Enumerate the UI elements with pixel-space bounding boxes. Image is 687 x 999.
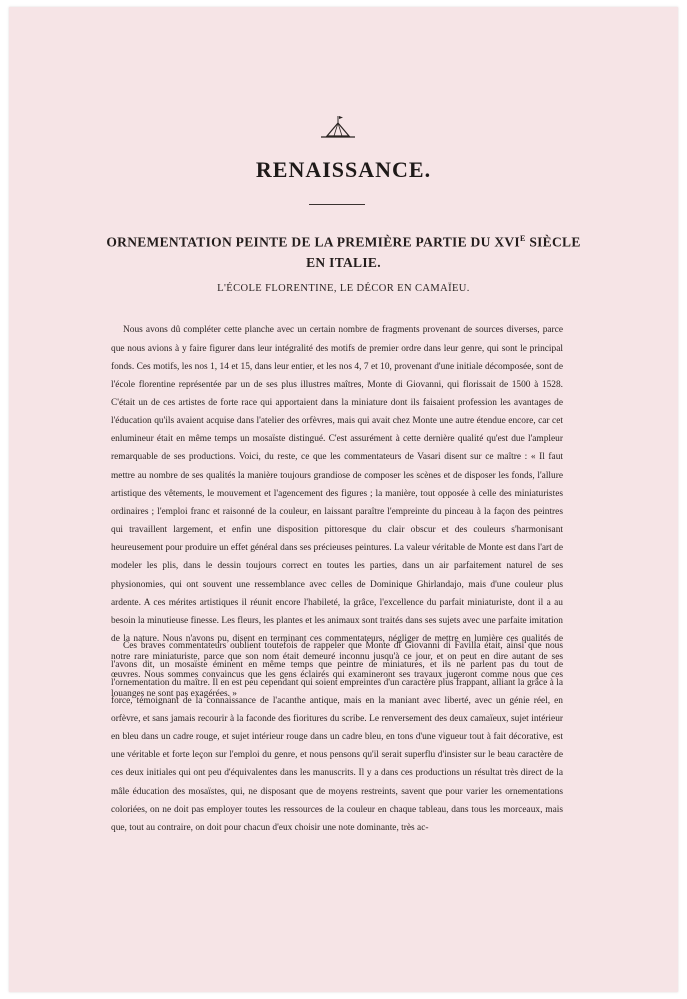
subtitle-text-a: ORNEMENTATION PEINTE DE LA PREMIÈRE PARTIE DU XVI — [106, 234, 520, 250]
body-paragraph-1: Nous avons dû compléter cette planche avec un certain nombre de fragments provenant de sources diverses, parce que nous avions à y faire figurer dans leur intégralité des motifs de premier ordre dans leur genre, qui sont le principal fonds. Ces motifs, les nos 1, 14 et 15, dans leur entier, et les nos 4, 7 et 10, provenant d'une initiale décomposée, sont de l'école florentine représentée par un de ses plus illustres maîtres, Monte di Giovanni, qui florissait de 1500 à 1528. C'était un de ces artistes de forte race qui apportaient dans la miniature dont ils faisaient profession les avantages de l'éducation qu'ils avaient acquise dans l'atelier des orfèvres, mais qui avait chez Monte une autre étendue encore, car cet enlumineur était en même temps un mosaïste distingué. C'est assurément à cette dernière qualité qu'est due l'ampleur remarquable de ses productions. Voici, du reste, ce que les commentateurs de Vasari disent sur ce maître : « Il faut mettre au nombre de ses qualités la manière toujours grandiose de composer les scènes et de disposer les fonds, l'allure artistique des vêtements, le mouvement et l'agencement des figures ; la manière, tout opposée à celle des miniaturistes ordinaires ; l'emploi franc et raisonné de la couleur, en laissant paraître l'empreinte du pinceau à la façon des peintres qui travaillent largement, et enfin une disposition pittoresque du clair obscur et des couleurs s'harmonisant heureusement pour produire un effet général dans ses précieuses peintures. La valeur véritable de Monte est dans l'art de modeler les plis, dans le dessin toujours correct en toutes les parties, dans un air parfaitement naturel de ses physionomies, qui ont souvent une ressemblance avec celles de Dominique Ghirlandajo, mais d'une couleur plus ardente. A ces mérites artistiques il réunit encore l'habileté, la grâce, l'excellence du parfait miniaturiste, dont il a au besoin la minutieuse finesse. Les fleurs, les plantes et les animaux sont traités dans ses sujets avec une parfaite imitation de la nature. Nous n'avons pu, disent en terminant ces commentateurs, négliger de mettre en lumière ces qualités de notre rare miniaturiste, parce que son nom était demeuré inconnu jusqu'à ce jour, et on peut en dire autant de ses œuvres. Nous sommes convaincus que les gens éclairés qui examineront ses travaux jugeront comme nous que ces louanges ne sont pas exagérées. » — [111, 325, 563, 699]
subtitle-text-b: SIÈCLE — [525, 234, 581, 250]
body-paragraph-2: Ces braves commentateurs oublient toutefois de rappeler que Monte di Giovanni di Favilla était, ainsi que nous l'avons dit, un mosaïste éminent en même temps que peintre de miniatures, et ils ne parlent pas du tout de l'ornementation du maître. Il en est peu cependant qui soient empreintes d'un caractère plus frappant, alliant la grâce à la force, témoignant de la connaissance de l'acanthe antique, mais en la maniant avec liberté, avec un génie réel, en orfèvre, et sans jamais recourir à la faconde des fioritures du scribe. Le renversement des deux camaïeux, sujet intérieur en bleu dans un cadre rouge, et sujet intérieur rouge dans un cadre bleu, en tons d'une vigueur tout à fait décorative, est une véritable et forte leçon sur l'emploi du genre, et nous pensons qu'il serait superflu d'insister sur le beau caractère de ces deux initiales qui ont peu d'équivalentes dans les manuscrits. Il y a dans ces productions un résultat très direct de la mâle éducation des mosaïstes, qui, ne disposant que de moyens restreints, savent que pour varier les ornementations coloriées, on ne doit pas employer toutes les ressources de la couleur en chaque tableau, dans tous les morceaux, mais que, tout au contraire, on doit pour chacun d'eux choisir une note dominante, très ac- — [111, 641, 563, 833]
tent-ornament-icon — [318, 114, 358, 142]
title-divider — [309, 204, 365, 205]
plate-subtitle-line1 — [0, 234, 687, 251]
page-title: RENAISSANCE. — [255, 157, 432, 182]
school-heading: L'ÉCOLE FLORENTINE, LE DÉCOR EN CAMAÏEU. — [217, 283, 470, 294]
plate-subtitle-line2: EN ITALIE. — [306, 255, 381, 270]
subtitle-superscript: E — [520, 234, 526, 243]
